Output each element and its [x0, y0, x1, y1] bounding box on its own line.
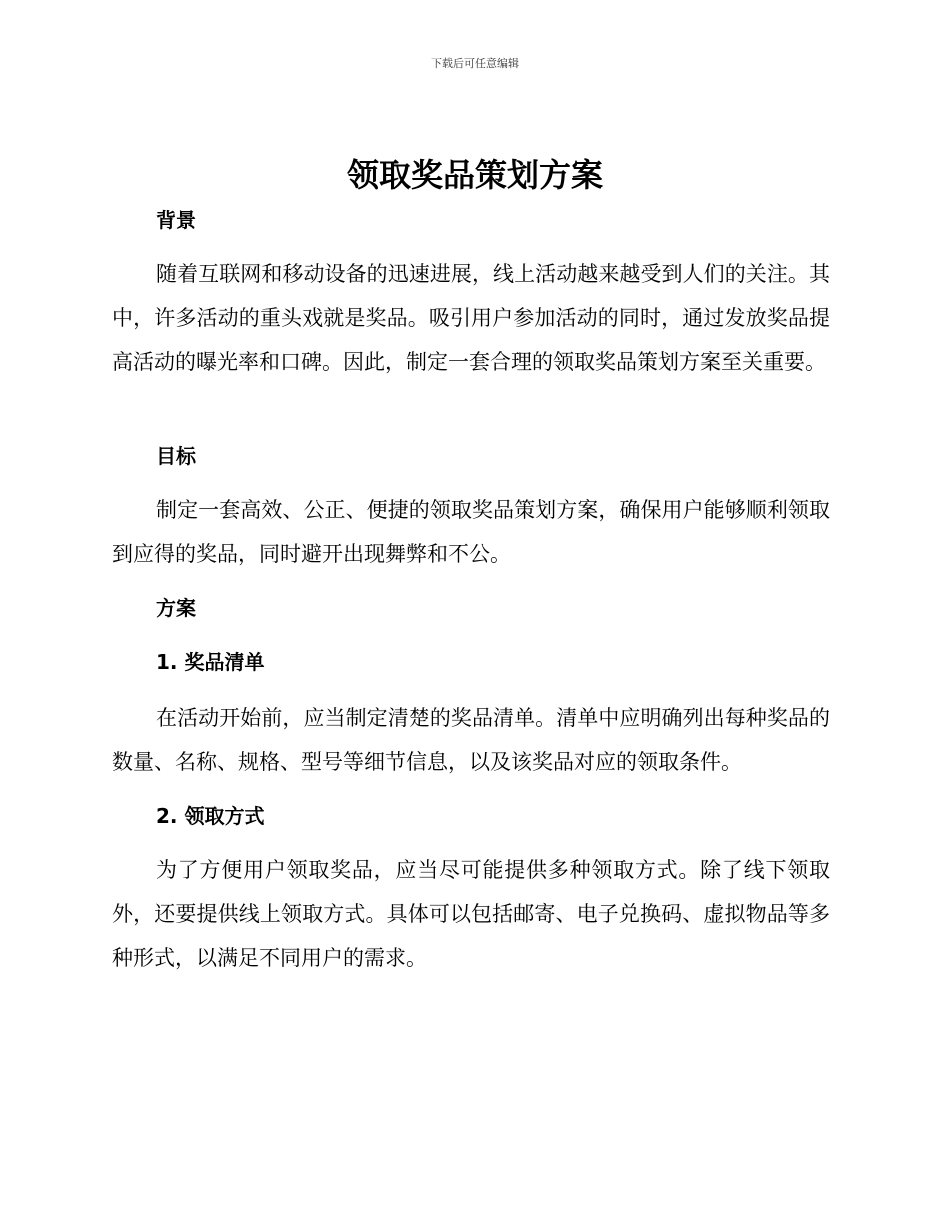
paragraph-claim-method: 为了方便用户领取奖品，应当尽可能提供多种领取方式。除了线下领取外，还要提供线上领取方式。具体可以包括邮寄、电子兑换码、虚拟物品等多种形式，以满足不同用户的需求。 [112, 858, 830, 970]
header-note: 下载后可任意编辑 [431, 57, 519, 70]
paragraph-prize-list: 在活动开始前，应当制定清楚的奖品清单。清单中应明确列出每种奖品的数量、名称、规格、型号等细节信息，以及该奖品对应的领取条件。 [112, 706, 830, 774]
section-heading-prize-list: 1. 奖品清单 [156, 650, 265, 674]
section-heading-plan: 方案 [156, 596, 196, 620]
section-claim-method-heading-wrap [112, 802, 830, 830]
section-background-heading-wrap [112, 206, 830, 234]
paragraph-background: 随着互联网和移动设备的迅速进展，线上活动越来越受到人们的关注。其中，许多活动的重头戏就是奖品。吸引用户参加活动的同时，通过发放奖品提高活动的曝光率和口碑。因此，制定一套合理的领取奖品策划方案至关重要。 [112, 262, 830, 374]
section-claim-method-body [112, 848, 830, 980]
section-prize-list-body [112, 696, 830, 784]
document-title: 领取奖品策划方案 [346, 156, 603, 194]
paragraph-goal: 制定一套高效、公正、便捷的领取奖品策划方案，确保用户能够顺利领取到应得的奖品，同时避开出现舞弊和不公。 [112, 498, 830, 566]
section-background-body [112, 252, 830, 384]
section-heading-goal: 目标 [156, 444, 196, 468]
section-goal-heading-wrap [112, 442, 830, 470]
section-plan-heading-wrap [112, 594, 830, 622]
section-goal-body [112, 488, 830, 576]
section-prize-list-heading-wrap [112, 648, 830, 676]
section-heading-background: 背景 [156, 208, 196, 232]
section-heading-claim-method: 2. 领取方式 [156, 804, 265, 828]
